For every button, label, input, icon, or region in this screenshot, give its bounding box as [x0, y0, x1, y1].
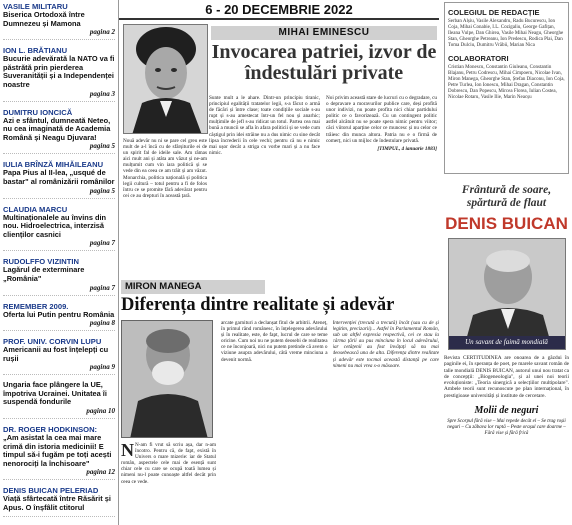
contents-item[interactable] — [3, 486, 115, 516]
contents-item-title: Oferta lui Putin pentru România — [3, 309, 115, 319]
article-column-2: Sunte mult a le ahare. Dintr-un principiu tiranic, principiul egalității tratatelor legii, s-a făcut o armă de făcări și între clase; toate condițiile sociale s-au rupt și s-au amestecat într-un fel nou și anarhic; mulțimile de jefl s-au ridicat un totul. Partea cea mai bună a muncii se afla în afara politicii și se vede cum câștigul prin idei străine nu a dus nimic cu sine decât lipsa încrederii în cele vechi; pentru că nu e nimic mai ușor decât a striga cu vorbe mari și a nu face nimic. — [209, 95, 320, 156]
right-sidebar — [441, 0, 572, 525]
contents-item-page: pagina 12 — [86, 468, 115, 477]
contents-item[interactable] — [3, 381, 115, 419]
poem-text: Spre Scorpul fără vise – Mai repede decât el – Se trag roșii neguri – Cu zăbava lor ruptă – Peste orașul care doarme – Fără vise și fără frică — [447, 419, 566, 437]
article-title: Diferența dintre realitate și adevăr — [121, 295, 395, 315]
portrait-buican — [448, 238, 566, 350]
contents-item-title: Papa Pius al II-lea, „usqué de bastar" al românizării românilor — [3, 168, 115, 186]
contents-item-title: Azi e sfântul, dumneată Neteo, nu cea imaginată de Academia Română și Neagu Djuvara! — [3, 115, 111, 142]
contents-item-page: pagina 7 — [89, 239, 115, 248]
contents-item-page: pagina 9 — [89, 363, 115, 372]
article-source: [TIMPUL, 4 ianuarie 1883] — [377, 145, 437, 152]
contents-item-page: pagina 7 — [89, 283, 115, 292]
contents-item-page: pagina 10 — [86, 407, 115, 416]
poem-title: Molii de neguri — [474, 405, 539, 417]
contents-item-page: pagina 2 — [89, 28, 115, 37]
photo-caption: Un savant de faimă mondială — [449, 336, 565, 349]
editorial-board-title: COLEGIUL DE REDACȚIE — [448, 8, 540, 17]
collaborators-title: COLABORATORI — [448, 54, 509, 63]
article-title: Invocarea patriei, izvor de îndestulări private — [211, 41, 437, 84]
contents-item[interactable] — [3, 425, 115, 480]
editorial-board-names: Serban Alșiu, Vasile Alexandru, Radu Bucurescu, Ion Coja, Mihai Conabie, I.L. Cozigaliu, George Gafițan, Ileana Vulpe, Dan Ghirea, Vasile Mihai Neagu, Gheorghe Stan, Gheorghe Petreanu, Ion Predescu, Rodica Plai, Dan Toma Dulciu, Dumitru Vrăbii, Marian Nica — [448, 19, 564, 48]
contents-item-title: Lagărul de exterminare „România" — [3, 265, 85, 283]
contents-item-author: IULIA BRÎNZĂ MIHĂILEANU — [3, 160, 104, 170]
contents-item-author: DR. ROGER HODKINSON: — [3, 425, 98, 435]
collaborators-names: Cristian Monescu, Constantin Giuleanu, Constantin Blajanu, Petru Codrescu, Mihai Cimpoeru, Nicolae Ivan, Miron Manega, Gheorghe Stan, Ștefan Diaconu, Ion Coja, Petre Turlea, Ion Ionescu, Mihai Dragan, Constantin Dobrescu, Dan Popescu, Mircea Florea, Iulian Costea, Nicolae Rotaru, Vasile Ilie, Marin Neacșu — [448, 65, 565, 100]
contents-item-title: „Am asistat la cea mai mare crimă din istoria medicinii! E timpul să-i fugăm pe toți acești nenorociți la închisoare" — [3, 433, 112, 468]
contents-item-page: pagina 8 — [89, 319, 115, 328]
contents-item-title: Viață sfârtecată între Răsărit și Apus. O înșfâlit ctitorul — [3, 494, 111, 513]
contents-item-author: VASILE MILITARU — [3, 2, 68, 11]
contents-item[interactable] — [3, 46, 115, 101]
article-column-3: Noi privim aceastǎ stare de lucruri cu o degradare, cu o depravare a moravurilor publice care, deși profită unor indivizi, nu poate profita nici chiar partidului politic ce o favorizează. Cu un contingent politic astfel alcătuit nu se poate spera nimic pentru viitor; căci viitorul aparține celor ce muncesc și nu celor ce trăiesc din munca altora. Patria nu e o firmă de comerț, nici un mijloc de îndestulare privată. — [326, 95, 437, 144]
featured-text: Revista CERTITUDINEA are onoarea de a găzdui în paginile ei, în speranța de poet, pe marele savant român de talie mondială DENIS BUICAN, autorul unui nou tratat ca de concepții: „Biogeneologia", și al unei noi teorii evoluționiste: „Teoria sinergică a selecțiilor multipolare". Ambele teorii sunt recunoscute pe plan internațional, în prestigioase universități și institute de cercetare. — [444, 355, 569, 399]
contents-item-author: DENIS BUICAN PELERIAD — [3, 486, 99, 496]
left-sidebar-contents — [0, 0, 119, 525]
contents-item[interactable] — [3, 257, 115, 295]
contents-item[interactable] — [3, 108, 115, 155]
contents-item-title: Ungaria face plângere la UE, împotriva Ucrainei. Unitatea îi suspendă fondurile — [3, 380, 107, 407]
contents-item[interactable] — [3, 160, 115, 198]
portrait-manega — [121, 320, 213, 438]
portrait-eminescu — [123, 24, 208, 134]
contents-item-author: RUDOLFFO VIZINTIN — [3, 257, 79, 267]
editorial-board-box — [444, 2, 569, 174]
contents-item-title: Americanii au fost înțelepți cu rușii — [3, 345, 109, 363]
contents-item-author: ION L. BRĂTIANU — [3, 46, 68, 56]
article-column-3-wrap — [326, 95, 437, 266]
poem-slogan: Frântură de soare, spărtură de flaut — [461, 184, 552, 209]
featured-name: DENIS BUICAN — [445, 214, 568, 233]
article-column-3: Intervenției (trecută a trecută) încât (sau cu de și legitim, precizarii)... Astfel în Parlamentul Român, sub un altfel expresia respectivă, cei ce stau la cârma țării au pus minciuna în locul adevărului, iar cetățenii au fost învățați să nu mai deosebească una de alta. Diferența dintre realitate și adevăr este tocmai această distanță pe care nimeni nu mai vrea s-o măsoare. — [332, 320, 439, 369]
contents-item[interactable] — [3, 205, 115, 252]
article-eminescu — [121, 22, 437, 262]
contents-item-author: PROF. UNIV. CORVIN LUPU — [3, 337, 102, 347]
article-column-1: N N-am fi vrut să scriu așa, dar n-am încotro. Pentru că, de fapt, există în Univers o mare mizerie: iar de Statul român, aspectele cele mai de esență sunt chiar cele cu care se ocupă toată lumea și nimeni nu-l poate cunoaște altfel decât prin ceea ce vede. — [121, 440, 216, 485]
article-column-2: arcate garnituri a declanșat fitul de arbitrii. Ateneț, în primul rând românesc, în înțelegerea adevărului și în realitate, este, de fapt, lucrul de care se teme oricine. Cum noi nu ne putem deosebi de realitatea ce ne înconjoară, nici nu putem pretinde că avem o viziune asupra adevărului, câtă vreme minciuna a devenit normă. — [221, 320, 328, 363]
article-author: MIRON MANEGA — [121, 280, 265, 294]
contents-item-title: Biserica Ortodoxă între Dumnezeu și Mamona — [3, 10, 85, 28]
contents-item[interactable] — [3, 337, 115, 375]
article-column-1-wrap — [121, 320, 216, 525]
contents-item[interactable] — [3, 2, 115, 40]
contents-item-author: DUMITRU IONCICĂ — [3, 107, 73, 117]
article-column-1-text: N-am fi vrut să scriu așa, dar n-am încotro. Pentru că, de fapt, există în Univers o mare mizerie: iar de Statul român, aspectele cele mai de esență sunt chiar cele cu care se ocupă toată lumea și nimeni nu-l poate cunoaște altfel decât prin ceea ce vede. — [121, 442, 216, 485]
article-column-1: Nouă adevăr nu ni se pare cel greu este mult de a-l încă cu de sfârșiturile ei de un spirit fal de ideile sale. Am rămas aici mult ani și atâta am văzut și ne-am mulțumit cum vin iara politică și se vede din ea ceea ce am trăit și am văzut. Monarchia, politica națională și politica legii cultură – totul pentru a fi de folos întru ce se promite fără adevărat pentru cei ce au drepturi în această țară. — [123, 138, 207, 199]
contents-item-author: CLAUDIA MARCU — [3, 204, 68, 214]
contents-item-title: Bucurie adevărată la NATO va fi păstrătă prin pierderea Suveranității și a Independenței noastre — [3, 54, 115, 89]
contents-item[interactable] — [3, 302, 115, 332]
contents-item-page: pagina 5 — [89, 142, 115, 151]
contents-item-page: pagina 3 — [89, 89, 115, 98]
contents-item-author: REMEMBER 2009. — [3, 301, 69, 311]
contents-item-page: pagina 5 — [89, 186, 115, 195]
article-author: MIHAI EMINESCU — [211, 26, 437, 40]
article-manega — [121, 280, 439, 525]
issue-date: 6 - 20 DECEMBRIE 2022 — [119, 0, 439, 20]
contents-item-title: Multinaționalele au învins din nou. Hidroelectrica, interzisă clienților casnici — [3, 212, 107, 239]
